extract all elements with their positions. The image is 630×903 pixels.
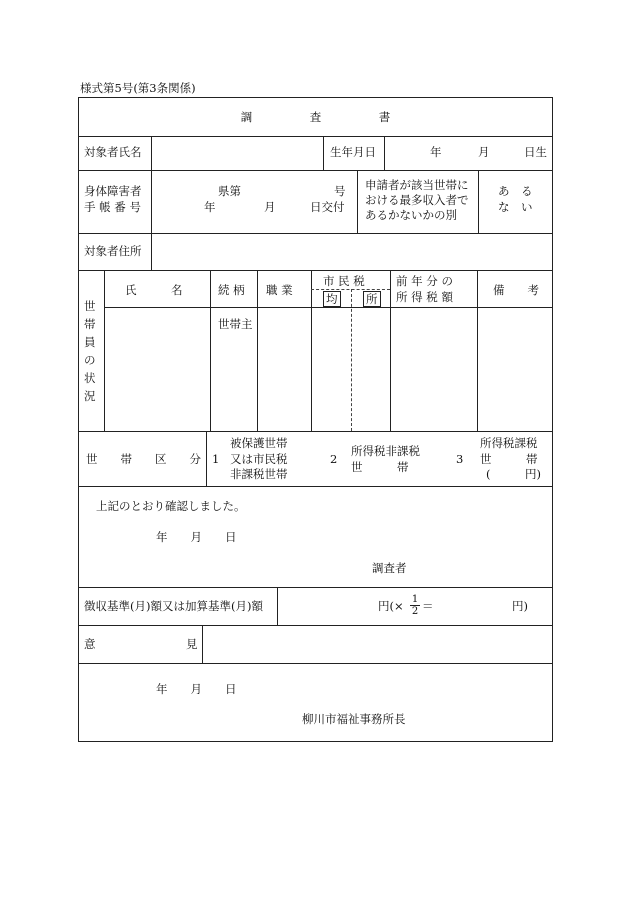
- subject-name-field[interactable]: [152, 137, 323, 169]
- form-title: 調 査 書: [240, 110, 391, 124]
- household-side-label-4: の: [84, 353, 96, 367]
- divider: [78, 431, 553, 432]
- subject-name-label: 対象者氏名: [84, 145, 142, 159]
- household-side-label-1: 世: [84, 299, 96, 313]
- opt1-line3: 非課税世帯: [230, 467, 288, 481]
- birth-month-unit: 月: [478, 145, 490, 159]
- household-side-label-5: 状: [84, 371, 96, 385]
- max-income-question-line1: 申請者が該当世帯に: [365, 178, 469, 192]
- confirmation-date: 年 月 日: [156, 530, 237, 544]
- handbook-num-unit: 号: [334, 184, 346, 198]
- divider: [78, 663, 553, 664]
- fraction-numerator: 1: [411, 594, 419, 605]
- opt1-num[interactable]: 1: [212, 452, 220, 466]
- divider: [78, 486, 553, 487]
- handbook-issued-unit: 日交付: [310, 200, 345, 214]
- divider: [478, 170, 479, 233]
- opt3-line1: 所得税課税: [480, 436, 538, 450]
- confirmation-text: 上記のとおり確認しました。: [96, 499, 246, 513]
- address-field[interactable]: [152, 234, 552, 269]
- opt2-line1: 所得税非課税: [351, 444, 420, 458]
- opt3-line3: ( 円): [486, 467, 541, 481]
- household-side-label-2: 帯: [84, 317, 96, 331]
- col-citizen-tax: 市 民 税: [323, 274, 365, 288]
- answer-yes[interactable]: あ る: [498, 184, 533, 198]
- col-relation: 続 柄: [218, 283, 245, 297]
- standard-yen-open: 円(×: [378, 599, 404, 613]
- col-prev-income-tax-line1: 前 年 分 の: [396, 274, 453, 288]
- form-number: 様式第5号(第3条関係): [80, 81, 196, 95]
- handbook-label-line2: 手 帳 番 号: [84, 200, 141, 214]
- opt2-num[interactable]: 2: [330, 452, 338, 466]
- divider: [206, 431, 207, 486]
- col-prev-income-tax-line2: 所 得 税 額: [396, 290, 453, 304]
- max-income-question-line3: あるかないかの別: [365, 208, 457, 222]
- opt1-line2: 又は市民税: [230, 452, 288, 466]
- fraction-denominator: 2: [411, 606, 419, 617]
- col-job: 職 業: [266, 283, 293, 297]
- standard-equals: ＝: [422, 599, 434, 613]
- col-tax-income: 所: [363, 291, 381, 307]
- opt3-num[interactable]: 3: [456, 452, 464, 466]
- handbook-month-unit: 月: [264, 200, 276, 214]
- handbook-year-unit: 年: [204, 200, 216, 214]
- classification-label: 世 帯 区 分: [86, 452, 201, 466]
- opinion-label-left: 意: [84, 637, 96, 651]
- household-side-label-3: 員: [84, 335, 96, 349]
- handbook-label-line1: 身体障害者: [84, 184, 142, 198]
- head-of-household: 世帯主: [218, 317, 253, 331]
- opinion-label-right: 見: [186, 637, 198, 651]
- investigator-label: 調査者: [372, 561, 407, 575]
- footer-date: 年 月 日: [156, 682, 237, 696]
- opinion-field[interactable]: [203, 626, 552, 662]
- household-side-label-6: 況: [84, 389, 96, 403]
- max-income-question-line2: おける最多収入者で: [365, 193, 469, 207]
- address-label: 対象者住所: [84, 244, 142, 258]
- birthdate-label: 生年月日: [330, 145, 376, 159]
- welfare-office-director: 柳川市福祉事務所長: [302, 712, 406, 726]
- col-name: 氏 名: [125, 283, 183, 297]
- opt1-line1: 被保護世帯: [230, 436, 288, 450]
- birth-day-unit: 日生: [524, 145, 547, 159]
- opt2-line2: 世 帯: [351, 460, 409, 474]
- one-half-fraction: [408, 594, 422, 617]
- standard-amount-label: 徴収基準(月)額又は加算基準(月)額: [84, 599, 263, 613]
- handbook-pref: 県第: [218, 184, 241, 198]
- answer-no[interactable]: な い: [498, 200, 533, 214]
- col-notes: 備 考: [493, 283, 539, 297]
- col-tax-equal: 均: [323, 291, 341, 307]
- divider: [323, 136, 324, 170]
- standard-yen-close: 円): [512, 599, 528, 613]
- divider: [357, 170, 358, 233]
- household-members-area[interactable]: [105, 308, 552, 430]
- birth-year-unit: 年: [430, 145, 442, 159]
- opt3-line2: 世 帯: [480, 452, 538, 466]
- divider: [78, 270, 553, 271]
